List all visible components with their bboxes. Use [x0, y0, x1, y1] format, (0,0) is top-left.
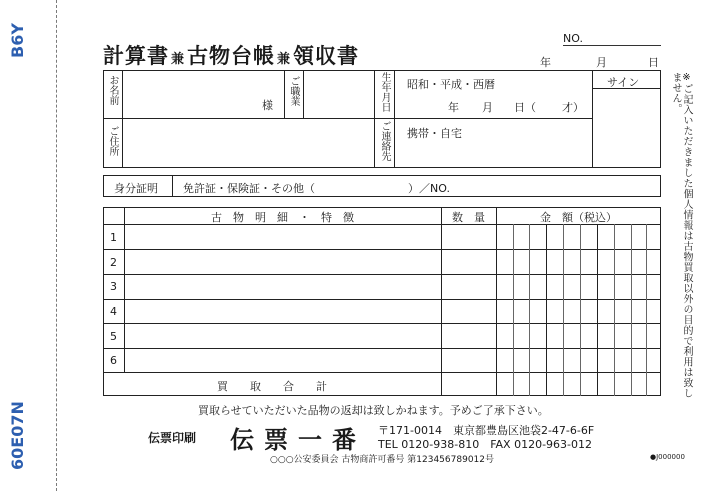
license-number: ○○○公安委員会 古物商許可番号 第123456789012号: [270, 455, 494, 465]
occupation-field[interactable]: [306, 72, 372, 116]
sama-label: 様: [262, 99, 273, 112]
name-field[interactable]: [126, 72, 282, 116]
row-number-6: 6: [110, 354, 117, 367]
perforation-line: [56, 0, 57, 491]
birth-month-label: 月: [482, 101, 493, 114]
age-label: 才）: [562, 101, 584, 114]
name-label: お名前: [107, 75, 118, 105]
number-field[interactable]: [563, 45, 661, 46]
date-year-label: 年: [540, 56, 551, 69]
form-code: ●J000000: [650, 453, 685, 461]
address-field[interactable]: [126, 121, 372, 166]
contact-options[interactable]: 携帯・自宅: [407, 127, 462, 140]
shop-phone-fax: TEL 0120-938-810 FAX 0120-963-012: [378, 438, 593, 451]
birthdate-label: 生年月日: [379, 72, 390, 112]
number-label: NO.: [563, 32, 583, 45]
shop-name: 伝票一番: [230, 425, 366, 454]
form-code-top: B6Y: [8, 23, 27, 58]
privacy-note: ※ご記入いただきました個人情報は古物買取以外の目的で利用は致しません。: [670, 72, 692, 399]
form-title: 計算書 兼古物台帳 兼領収書: [103, 43, 360, 68]
signature-label: サイン: [607, 76, 640, 89]
header-amount: 金 額（税込）: [540, 211, 617, 224]
header-quantity: 数 量: [452, 211, 485, 224]
id-proof-number-label: ）／NO.: [408, 182, 450, 195]
shop-prefix: 伝票印刷: [148, 431, 197, 445]
id-proof-label: 身分証明: [114, 182, 158, 195]
occupation-label: ご職業: [288, 76, 299, 106]
address-label: ご住所: [107, 126, 118, 156]
return-notice: 買取らせていただいた品物の返却は致しかねます。予めご了承下さい。: [198, 404, 549, 417]
row-number-3: 3: [110, 280, 117, 293]
date-month-label: 月: [596, 56, 607, 69]
row-number-4: 4: [110, 305, 117, 318]
items-table: [103, 207, 661, 396]
header-detail: 古 物 明 細 ・ 特 徴: [211, 211, 354, 224]
date-day-label: 日: [648, 56, 659, 69]
row-number-2: 2: [110, 256, 117, 269]
row-number-1: 1: [110, 231, 117, 244]
era-options[interactable]: 昭和・平成・西暦: [407, 78, 495, 91]
shop-address: 〒171-0014 東京都豊島区池袋2-47-6-6F: [378, 424, 595, 437]
signature-field[interactable]: [595, 90, 659, 166]
form-code-bottom: 60E07N: [8, 401, 27, 470]
row-number-5: 5: [110, 330, 117, 343]
birth-year-label: 年: [448, 101, 459, 114]
birth-day-label: 日（: [514, 101, 536, 114]
total-label: 買 取 合 計: [217, 380, 327, 393]
contact-label: ご連絡先: [379, 121, 390, 161]
customer-divider: [103, 118, 592, 119]
id-proof-options[interactable]: 免許証・保険証・その他（: [183, 182, 315, 195]
